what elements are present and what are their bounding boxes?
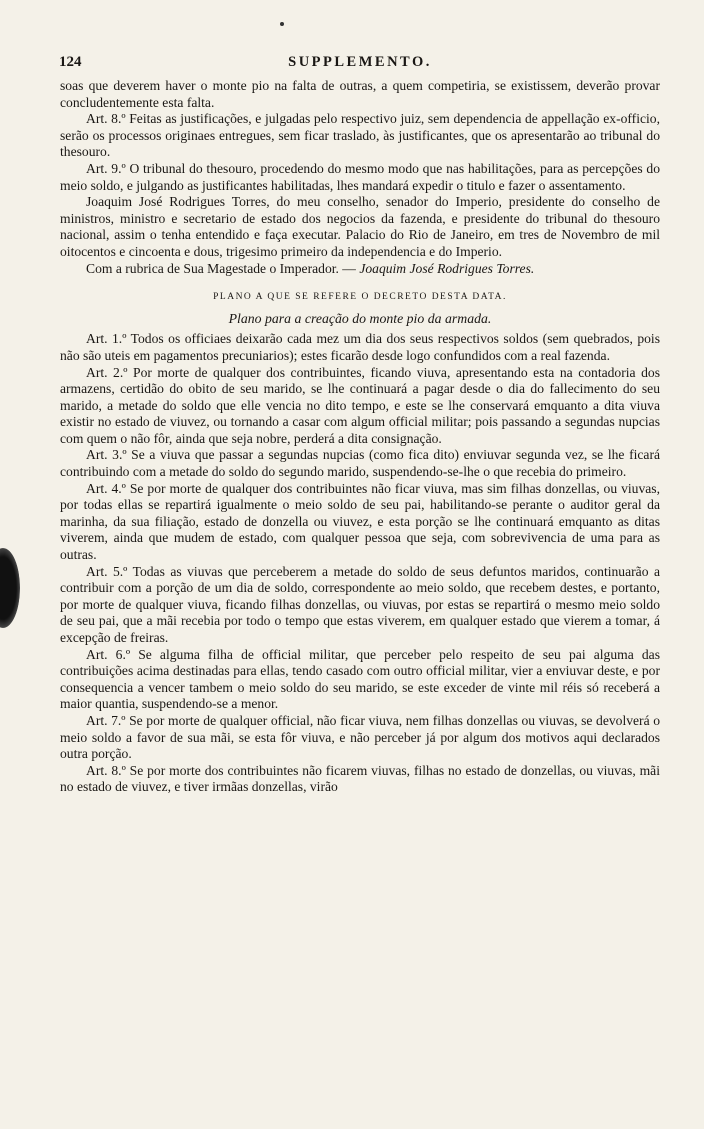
plan-article-7: Art. 7.º Se por morte de qualquer official, não ficar viuva, nem filhas donzellas ou viuvas, se devolverá o meio soldo a favor de sua mãi, se esta fôr viuva, e não perceber já por algum dos motivos aqui declarados outra porção. [60,712,660,762]
signature-prefix: Com a rubrica de Sua Magestade o Imperador. — [86,260,360,276]
book-page [60,54,660,796]
running-head: SUPPLEMENTO. [288,54,432,70]
plan-article-1: Art. 1.º Todos os officiaes deixarão cada mez um dia dos seus respectivos soldos (sem quebrados, pois não são uteis em pagamentos precuniarios); estes ficarão desde logo confundidos com a real fazenda. [60,331,660,363]
decree-article-9: Art. 9.º O tribunal do thesouro, procedendo do mesmo modo que nas habilitações, para as percepções do meio soldo, e julgando as justificantes habilitadas, lhes mandará expedir o titulo e fazer o assentamento. [60,160,660,193]
page-header [60,54,660,78]
plan-article-4: Art. 4.º Se por morte de qualquer dos contribuintes não ficar viuva, mas sim filhas donzellas, ou viuvas, por todas ellas se repartirá igualmente o meio soldo de seu pai, habilitando-se perante o auditor geral da marinha, da sua filiação, estado de donzella ou viuvez, e esta porção se lhe continuará emquanto as ditas viverem, ainda que mudem de estado, com qualquer pessoa que seja, com sobrevivencia de uma para as outras. [60,480,660,563]
decree-article-8: Art. 8.º Feitas as justificações, e julgadas pelo respectivo juiz, sem dependencia de appellação ex-officio, serão os processos originaes entregues, sem ficar traslado, às justificantes, que os apresentarão ao tribunal do thesouro. [60,111,660,160]
signature-name: Joaquim José Rodrigues Torres. [359,260,535,276]
plan-article-3: Art. 3.º Se a viuva que passar a segundas nupcias (como fica dito) enviuvar segunda vez, se lhe ficará contribuindo com a metade do soldo do segundo marido, suspendendo-se-lhe o que recebia do primeiro. [60,447,660,480]
plan-subheading: Plano para a creação do monte pio da armada. [228,310,492,326]
plan-article-2: Art. 2.º Por morte de qualquer dos contribuintes, ficando viuva, apresentando esta na contadoria dos armazens, certidão do obito de seu marido, se lhe continuará a pagar desde o dia do fallecimento do seu marido, a metade do soldo que elle vencia no dito tempo, e este se lhe conservará emquanto a dita viuva existir no estado de viuvez, ou tornando a casar com algum official militar; pois passando a segundas nupcias com quem o não fôr, ainda que seja nobre, perderá a dita consignação. [60,364,660,446]
plan-article-6: Art. 6.º Se alguma filha de official militar, que perceber pelo respeito de seu pai alguma das contribuições acima destinadas para ellas, tendo casado com outro official militar, vier a enviuvar deste, e por consequencia a vencer tambem o meio soldo do seu marido, se este exceder de vinte mil réis só receberá a maior quantia, suspendendo-se a menor. [60,646,660,712]
decree-signature [60,261,660,278]
ink-speck [280,22,284,26]
plan-heading: PLANO A QUE SE REFERE O DECRETO DESTA DATA. [213,292,507,303]
plan-article-8: Art. 8.º Se por morte dos contribuintes não ficarem viuvas, filhas no estado de donzellas, ou viuvas, mãi no estado de viuvez, e tiver irmãas donzellas, virão [60,762,660,795]
decree-continuation: soas que deverem haver o monte pio na falta de outras, a quem competiria, se existissem, deverão provar concludentemente esta falta. [60,78,660,110]
decree-closing: Joaquim José Rodrigues Torres, do meu conselho, senador do Imperio, presidente do conselho de ministros, ministro e secretario de estado dos negocios da fazenda, e presidente do tribunal do thesouro nacional, assim o tenha entendido e faça executar. Palacio do Rio de Janeiro, em tres de Novembro de mil oitocentos e cincoenta e dous, trigesimo primeiro da independencia e do Imperio. [60,194,660,259]
page-number: 124 [59,54,82,70]
binding-hole [0,548,20,628]
plan-article-5: Art. 5.º Todas as viuvas que perceberem a metade do soldo de seus defuntos maridos, continuarão a contribuir com a porção de um dia de soldo, correspondente ao meio soldo, que recebem destes, e portanto, por morte de qualquer viuva, ficando filhas donzellas, ou viuvas, por estas se repartirá o mesmo meio soldo de seu pai, que a mãi recebia por todo o tempo que estas viverem, em qualquer estado que vierem a tomar, á excepção de freiras. [60,563,660,645]
